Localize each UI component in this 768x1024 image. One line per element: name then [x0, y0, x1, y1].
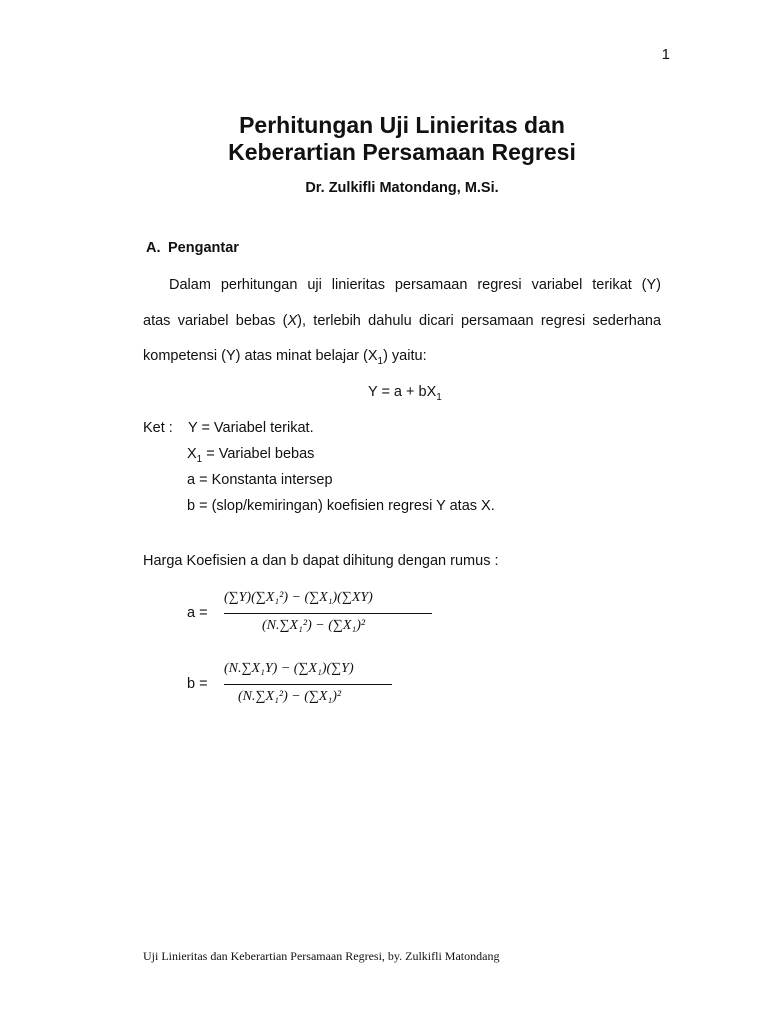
formula-b-label: b = — [187, 676, 208, 692]
title-line-2: Keberartian Persamaan Regresi — [228, 139, 576, 165]
harga-text: Harga Koefisien a dan b dapat dihitung dengan rumus : — [143, 553, 499, 569]
formula-a-fraction-bar — [224, 613, 432, 614]
formula-a-denominator: (N.∑X₁²) − (∑X₁)² — [262, 618, 366, 633]
author: Dr. Zulkifli Matondang, M.Si. — [305, 180, 499, 196]
paragraph-line-3: kompetensi (Y) atas minat belajar $(X_1)$ yaitu: — [143, 348, 427, 367]
footer: Uji Linieritas dan Keberartian Persamaan Regresi, by. Zulkifli Matondang — [143, 949, 500, 963]
formula-b-numerator: (N.∑X₁Y) − (∑X₁)(∑Y) — [224, 661, 354, 676]
section-number: A. — [146, 240, 161, 256]
paragraph-line-1: Dalam perhitungan uji linieritas persamaan regresi variabel terikat (Y) — [169, 277, 661, 293]
section-title: Pengantar — [168, 240, 239, 256]
ket-label: Ket : — [143, 420, 173, 436]
formula-a-numerator: (∑Y)(∑X₁²) − (∑X₁)(∑XY) — [224, 590, 373, 605]
ket-item-y: Y = Variabel terikat. — [188, 420, 314, 436]
paragraph-line-2: atas variabel bebas (X), terlebih dahulu dicari persamaan regresi sederhana — [143, 313, 662, 329]
ket-item-a: a = Konstanta intersep — [187, 472, 333, 488]
page-number: 1 — [661, 46, 670, 63]
regression-equation: $Y = a + bX_1$ — [368, 384, 442, 403]
section-heading — [146, 240, 239, 256]
formula-b-fraction-bar — [224, 684, 392, 685]
formula-b-denominator: (N.∑X₁²) − (∑X₁)² — [238, 689, 342, 704]
title-line-1: Perhitungan Uji Linieritas dan — [239, 112, 565, 138]
ket-item-x1: $X_1$ = Variabel bebas — [187, 446, 315, 465]
formula-a-label: a = — [187, 605, 208, 621]
ket-item-b: b = (slop/kemiringan) koefisien regresi Y atas X. — [187, 498, 495, 514]
